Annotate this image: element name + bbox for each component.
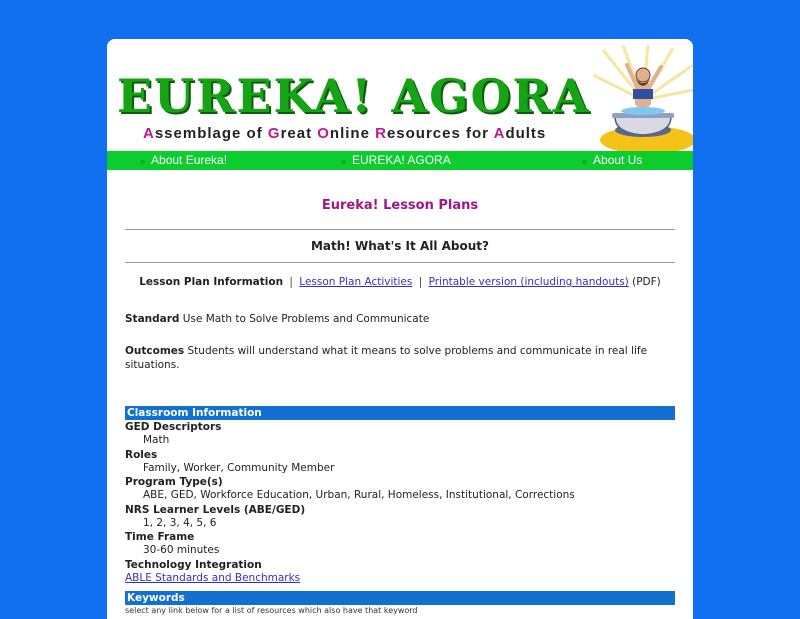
field-label: Program Type(s): [125, 476, 223, 488]
nav-eureka-agora[interactable]: [341, 153, 451, 167]
outcomes-label: Outcomes: [125, 345, 185, 357]
subtitle-text: nline: [329, 125, 376, 142]
subtitle-text: dults: [505, 125, 547, 142]
subtitle-initial: A: [143, 125, 155, 142]
section-title: Eureka! Lesson Plans: [321, 198, 479, 213]
subtitle-initial: A: [493, 125, 506, 142]
pdf-label: (PDF): [632, 276, 661, 288]
able-standards-link[interactable]: ABLE Standards and Benchmarks: [125, 571, 301, 584]
outcomes-row: [125, 344, 675, 372]
site-logo-subtitle: [143, 125, 546, 142]
lesson-title: Math! What's It All About?: [310, 239, 489, 253]
standard-row: [125, 312, 675, 326]
printable-version-link[interactable]: Printable version (including handouts): [428, 276, 629, 288]
nav-about-us[interactable]: [582, 153, 642, 167]
subtitle-initial: O: [317, 125, 330, 142]
field-label: Roles: [125, 448, 158, 461]
lesson-plan-nav: [125, 276, 675, 288]
subtitle-text: esources for: [386, 125, 494, 142]
nav-about-eureka[interactable]: [140, 153, 227, 167]
subtitle-text: reat: [280, 125, 318, 142]
classroom-info-header: Classroom Information: [125, 406, 675, 420]
site-banner: [107, 39, 693, 151]
field-value: ABE, GED, Workforce Education, Urban, Rural, Homeless, Institutional, Corrections: [143, 489, 575, 501]
separator: |: [289, 276, 293, 288]
subtitle-initial: R: [375, 125, 387, 142]
field-value: Math: [143, 434, 170, 446]
field-label: Time Frame: [125, 531, 195, 543]
subtitle-initial: G: [267, 125, 281, 142]
subtitle-text: ssemblage of: [154, 125, 268, 142]
outcomes-text: Students will understand what it means to solve problems and communicate in real life situations.: [125, 345, 648, 371]
page-container: [107, 39, 693, 619]
divider: [125, 262, 675, 263]
keywords-header: Keywords: [125, 591, 675, 605]
field-value: 30-60 minutes: [143, 544, 220, 556]
keywords-note: select any link below for a list of resources which also have that keyword: [125, 606, 418, 615]
field-label: Technology Integration: [125, 558, 262, 571]
field-label: GED Descriptors: [125, 421, 222, 433]
nav-arrow-icon: »: [140, 156, 146, 166]
standard-text: Use Math to Solve Problems and Communicate: [182, 313, 430, 325]
field-label: NRS Learner Levels (ABE/GED): [125, 503, 306, 516]
nav-arrow-icon: »: [341, 156, 347, 166]
standard-label: Standard: [125, 313, 180, 325]
main-nav: [107, 151, 693, 170]
mascot-bathtub-icon: [593, 45, 693, 151]
site-logo-title[interactable]: EUREKA! AGORA: [117, 69, 591, 123]
divider: [125, 229, 675, 230]
nav-about-us-label: About Us: [593, 153, 643, 167]
nav-arrow-icon: »: [582, 156, 588, 166]
field-value: Family, Worker, Community Member: [143, 461, 335, 474]
current-tab-lesson-info: Lesson Plan Information: [139, 276, 284, 288]
main-content: [107, 198, 693, 615]
nav-eureka-agora-label: EUREKA! AGORA: [352, 153, 451, 167]
nav-about-eureka-label: About Eureka!: [151, 153, 228, 167]
lesson-plan-activities-link[interactable]: Lesson Plan Activities: [299, 276, 413, 288]
field-value: 1, 2, 3, 4, 5, 6: [143, 516, 217, 529]
separator: |: [418, 276, 423, 288]
field-value: [125, 572, 675, 586]
